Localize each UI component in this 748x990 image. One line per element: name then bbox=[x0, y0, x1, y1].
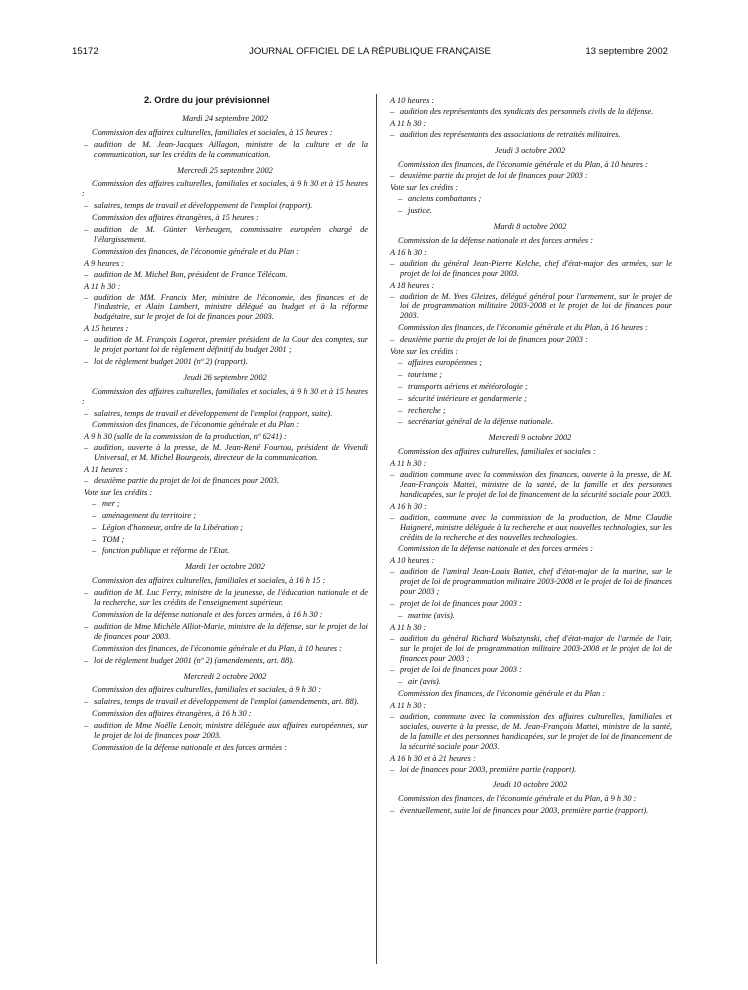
time-line: A 11 h 30 : bbox=[390, 459, 427, 469]
time-line: A 11 h 30 : bbox=[390, 701, 427, 711]
item-text: loi de règlement budget 2001 (nº 2) (amendements, art. 88). bbox=[94, 655, 295, 665]
dash-bullet: – bbox=[84, 655, 89, 665]
dash-bullet: – bbox=[84, 335, 89, 345]
commission-line: Commission des affaires culturelles, familiales et sociales, à 15 heures : bbox=[92, 127, 333, 137]
dash-bullet: – bbox=[398, 393, 403, 403]
item-text: audition, ouverte à la presse, de M. Jean-René Fourtou, président de Vivendi Universal, et M. Michel Bourgeois, directeur de la communication. bbox=[94, 443, 368, 463]
dash-bullet: – bbox=[92, 522, 97, 532]
sub-list-item bbox=[398, 194, 672, 204]
dash-bullet: – bbox=[398, 194, 403, 204]
item-text: audition de M. Jean-Jacques Aillagon, ministre de la culture et de la communication, sur les crédits de la communication. bbox=[94, 139, 368, 159]
column-divider bbox=[376, 94, 377, 964]
commission-line: Commission des affaires étrangères, à 15 heures : bbox=[92, 213, 259, 223]
dash-bullet: – bbox=[84, 697, 89, 707]
commission-line: Commission des affaires culturelles, familiales et sociales, à 16 h 15 : bbox=[92, 576, 326, 586]
item-text: sécurité intérieure et gendarmerie ; bbox=[408, 393, 527, 403]
item-text: audition de M. Michel Bon, président de France Télécom. bbox=[94, 269, 288, 279]
section-title: 2. Ordre du jour prévisionnel bbox=[144, 95, 270, 105]
sub-list-item bbox=[398, 406, 672, 416]
commission-line: Commission de la défense nationale et des forces armées : bbox=[92, 742, 288, 752]
time-line: A 16 h 30 : bbox=[390, 501, 427, 511]
day-heading: Jeudi 3 octobre 2002 bbox=[494, 145, 566, 155]
agenda-item bbox=[84, 201, 368, 211]
item-text: loi de règlement budget 2001 (nº 2) (rapport). bbox=[94, 356, 248, 366]
agenda-item bbox=[84, 225, 368, 245]
item-text: audition de Mme Michèle Alliot-Marie, ministre de la défense, sur le projet de loi de finances pour 2003. bbox=[94, 621, 368, 641]
item-text: TOM ; bbox=[102, 534, 125, 544]
agenda-item bbox=[390, 130, 672, 140]
day-heading: Mardi 1er octobre 2002 bbox=[185, 562, 265, 572]
item-text: audition de l'amiral Jean-Louis Battet, chef d'état-major de la marine, sur le projet de loi de programmation militaire 2003-2008 et le projet de loi de finances pour 2003 ; bbox=[400, 567, 672, 597]
agenda-item bbox=[390, 712, 672, 752]
day-heading: Jeudi 26 septembre 2002 bbox=[183, 372, 267, 382]
item-text: aménagement du territoire ; bbox=[102, 510, 197, 520]
item-text: audition du général Jean-Pierre Kelche, chef d'état-major des armées, sur le projet de loi de finances pour 2003. bbox=[400, 258, 672, 278]
agenda-item bbox=[84, 697, 368, 707]
dash-bullet: – bbox=[398, 357, 403, 367]
item-text: audition de M. François Logerot, premier président de la Cour des comptes, sur le projet portant loi de règlement définitif du budget 2001 ; bbox=[94, 335, 368, 355]
time-line: A 11 h 30 : bbox=[390, 622, 427, 632]
dash-bullet: – bbox=[92, 498, 97, 508]
commission-line: Commission des affaires culturelles, familiales et sociales, à 9 h 30 : bbox=[92, 685, 322, 695]
sub-list-item bbox=[398, 382, 672, 392]
time-line: A 11 heures : bbox=[84, 465, 128, 475]
right-column bbox=[388, 96, 672, 818]
time-line: A 9 heures : bbox=[84, 258, 125, 268]
agenda-item bbox=[390, 665, 672, 675]
dash-bullet: – bbox=[84, 588, 89, 598]
item-text: Légion d'honneur, ordre de la Libération ; bbox=[102, 522, 243, 532]
commission-line: Commission des finances, de l'économie générale et du Plan : bbox=[398, 689, 606, 699]
agenda-item bbox=[84, 656, 368, 666]
sub-list-item bbox=[92, 523, 368, 533]
sub-list-item bbox=[398, 206, 672, 216]
dash-bullet: – bbox=[84, 408, 89, 418]
item-text: affaires européennes ; bbox=[408, 357, 482, 367]
agenda-item bbox=[390, 292, 672, 322]
agenda-item bbox=[390, 765, 672, 775]
right-agenda bbox=[388, 96, 672, 816]
item-text: audition des représentants des syndicats des personnels civils de la défense. bbox=[400, 106, 654, 116]
dash-bullet: – bbox=[398, 405, 403, 415]
agenda-item bbox=[84, 335, 368, 355]
item-text: éventuellement, suite loi de finances pour 2003, première partie (rapport). bbox=[400, 806, 649, 816]
page-number: 15172 bbox=[72, 46, 99, 57]
dash-bullet: – bbox=[84, 269, 89, 279]
agenda-item bbox=[84, 622, 368, 642]
dash-bullet: – bbox=[84, 356, 89, 366]
commission-line: Commission des finances, de l'économie générale et du Plan : bbox=[92, 246, 300, 256]
day-heading: Mardi 24 septembre 2002 bbox=[182, 113, 268, 123]
dash-bullet: – bbox=[84, 225, 89, 235]
dash-bullet: – bbox=[390, 598, 395, 608]
item-text: audition de M. Luc Ferry, ministre de la jeunesse, de l'éducation nationale et de la recherche, sur les crédits de l'enseignement supérieur. bbox=[94, 588, 368, 608]
dash-bullet: – bbox=[84, 476, 89, 485]
item-text: anciens combattants ; bbox=[408, 194, 482, 204]
sub-list-item bbox=[92, 499, 368, 509]
item-text: audition du général Richard Wolsztynski, chef d'état-major de l'armée de l'air, sur le projet de loi de programmation militaire 2003-2008 et le projet de loi de finances pour 2003 ; bbox=[400, 633, 672, 663]
dash-bullet: – bbox=[390, 665, 395, 675]
dash-bullet: – bbox=[390, 335, 395, 345]
agenda-item bbox=[390, 470, 672, 500]
time-line: A 10 heures : bbox=[390, 556, 435, 566]
sub-list-item bbox=[92, 511, 368, 521]
agenda-item bbox=[390, 806, 672, 816]
dash-bullet: – bbox=[84, 201, 89, 211]
dash-bullet: – bbox=[84, 139, 89, 149]
item-text: audition de M. Yves Gleizes, délégué général pour l'armement, sur le projet de loi de programmation militaire 2003-2008 et le projet de loi de finances pour 2003. bbox=[400, 291, 672, 321]
dash-bullet: – bbox=[390, 470, 395, 480]
item-text: marine (avis). bbox=[408, 610, 455, 620]
dash-bullet: – bbox=[390, 171, 395, 181]
dash-bullet: – bbox=[398, 381, 403, 391]
sub-list-item bbox=[398, 370, 672, 380]
agenda-item bbox=[390, 259, 672, 279]
sub-list-item bbox=[398, 677, 672, 687]
dash-bullet: – bbox=[398, 677, 403, 687]
agenda-item bbox=[390, 171, 672, 181]
item-text: fonction publique et réforme de l'Etat. bbox=[102, 546, 230, 556]
agenda-item bbox=[84, 409, 368, 419]
sub-list-item bbox=[92, 546, 368, 556]
item-text: audition, commune avec la commission des affaires culturelles, familiales et sociales, ouverte à la presse, de M. Jean-François Mattei, ministre de la santé, de la famille et des personnes handicapées, sur le projet de loi de financement de la sécurité sociale pour 2003. bbox=[400, 712, 672, 751]
dash-bullet: – bbox=[84, 621, 89, 631]
day-heading: Mercredi 9 octobre 2002 bbox=[488, 433, 572, 443]
item-text: justice. bbox=[408, 206, 432, 216]
commission-line: Commission des finances, de l'économie générale et du Plan, à 9 h 30 : bbox=[398, 794, 637, 804]
item-text: loi de finances pour 2003, première partie (rapport). bbox=[400, 764, 577, 774]
agenda-item bbox=[390, 567, 672, 597]
agenda-item bbox=[84, 443, 368, 463]
agenda-item bbox=[84, 270, 368, 280]
dash-bullet: – bbox=[92, 546, 97, 556]
time-line: Vote sur les crédits : bbox=[390, 347, 459, 357]
time-line: Vote sur les crédits : bbox=[390, 183, 459, 193]
commission-line: Commission des finances, de l'économie générale et du Plan : bbox=[92, 420, 300, 430]
day-heading: Jeudi 10 octobre 2002 bbox=[492, 780, 568, 790]
dash-bullet: – bbox=[390, 291, 395, 301]
commission-line: Commission des affaires étrangères, à 16 h 30 : bbox=[92, 709, 252, 719]
commission-line: Commission des finances, de l'économie générale et du Plan, à 16 heures : bbox=[398, 323, 648, 333]
commission-line: Commission des affaires culturelles, familiales et sociales, à 9 h 30 et à 15 heures : bbox=[82, 386, 368, 406]
agenda-item bbox=[84, 721, 368, 741]
item-text: salaires, temps de travail et développement de l'emploi (rapport). bbox=[94, 201, 313, 211]
time-line: A 9 h 30 (salle de la commission de la production, nº 6241) : bbox=[84, 432, 287, 442]
item-text: deuxième partie du projet de loi de finances pour 2003 : bbox=[400, 171, 588, 181]
dash-bullet: – bbox=[92, 534, 97, 544]
item-text: tourisme ; bbox=[408, 369, 443, 379]
agenda-item bbox=[84, 357, 368, 367]
item-text: mer ; bbox=[102, 498, 120, 508]
agenda-item bbox=[84, 476, 368, 486]
dash-bullet: – bbox=[390, 129, 395, 139]
page-header bbox=[72, 46, 668, 60]
sub-list-item bbox=[398, 358, 672, 368]
item-text: audition des représentants des associations de retraités militaires. bbox=[400, 129, 621, 139]
dash-bullet: – bbox=[390, 712, 395, 722]
item-text: recherche ; bbox=[408, 405, 446, 415]
commission-line: Commission de la défense nationale et des forces armées : bbox=[398, 544, 594, 554]
time-line: A 16 h 30 : bbox=[390, 247, 427, 257]
dash-bullet: – bbox=[84, 292, 89, 302]
dash-bullet: – bbox=[390, 106, 395, 116]
agenda-item bbox=[390, 634, 672, 664]
item-text: audition commune avec la commission des finances, ouverte à la presse, de M. Jean-François Mattei, ministre de la santé, de la famille et des personnes handicapées, sur le projet de loi de financement de la sécurité sociale pour 2003. bbox=[400, 470, 672, 499]
dash-bullet: – bbox=[390, 764, 395, 774]
dash-bullet: – bbox=[398, 610, 403, 620]
time-line: A 10 heures : bbox=[390, 96, 435, 105]
dash-bullet: – bbox=[398, 417, 403, 427]
sub-list-item bbox=[398, 611, 672, 621]
agenda-item bbox=[84, 140, 368, 160]
dash-bullet: – bbox=[92, 510, 97, 520]
time-line: A 11 h 30 : bbox=[390, 118, 427, 128]
item-text: salaires, temps de travail et développement de l'emploi (rapport, suite). bbox=[94, 408, 333, 418]
commission-line: Commission de la défense nationale et des forces armées, à 16 h 30 : bbox=[92, 609, 323, 619]
item-text: secrétariat général de la défense nationale. bbox=[408, 417, 554, 427]
agenda-item bbox=[390, 335, 672, 345]
time-line: A 15 heures : bbox=[84, 324, 129, 334]
dash-bullet: – bbox=[398, 369, 403, 379]
dash-bullet: – bbox=[390, 512, 395, 522]
agenda-item bbox=[84, 293, 368, 323]
dash-bullet: – bbox=[84, 721, 89, 731]
agenda-item bbox=[84, 588, 368, 608]
item-text: salaires, temps de travail et développement de l'emploi (amendements, art. 88). bbox=[94, 697, 359, 707]
day-heading: Mercredi 2 octobre 2002 bbox=[183, 671, 267, 681]
item-text: audition de M. Günter Verheugen, commissaire européen chargé de l'élargissement. bbox=[94, 225, 368, 244]
left-column bbox=[82, 96, 368, 755]
issue-date: 13 septembre 2002 bbox=[585, 46, 668, 57]
commission-line: Commission des affaires culturelles, familiales et sociales, à 9 h 30 et à 15 heures : bbox=[82, 179, 368, 199]
dash-bullet: – bbox=[390, 567, 395, 577]
day-heading: Mercredi 25 septembre 2002 bbox=[177, 165, 273, 175]
day-heading: Mardi 8 octobre 2002 bbox=[493, 222, 567, 232]
sub-list-item bbox=[398, 417, 672, 427]
dash-bullet: – bbox=[390, 258, 395, 268]
dash-bullet: – bbox=[390, 633, 395, 643]
time-line: Vote sur les crédits : bbox=[84, 487, 153, 497]
dash-bullet: – bbox=[390, 806, 395, 816]
agenda-item bbox=[390, 107, 672, 117]
time-line: A 11 h 30 : bbox=[84, 281, 121, 291]
commission-line: Commission de la défense nationale et des forces armées : bbox=[398, 235, 594, 245]
commission-line: Commission des finances, de l'économie générale et du Plan, à 10 heures : bbox=[92, 643, 342, 653]
time-line: A 16 h 30 et à 21 heures : bbox=[390, 753, 476, 763]
item-text: deuxième partie du projet de loi de finances pour 2003. bbox=[94, 476, 280, 485]
left-agenda bbox=[82, 114, 368, 753]
dash-bullet: – bbox=[84, 443, 89, 453]
time-line: A 18 heures : bbox=[390, 280, 435, 290]
sub-list-item bbox=[398, 394, 672, 404]
item-text: audition, commune avec la commission de la production, de Mme Claudie Haigneré, ministre déléguée à la recherche et aux nouvelles technologies, sur les crédits de la recherche et des nouvelles technologies. bbox=[400, 512, 672, 542]
agenda-item bbox=[390, 599, 672, 609]
journal-title: JOURNAL OFFICIEL DE LA RÉPUBLIQUE FRANÇAISE bbox=[249, 46, 491, 57]
sub-list-item bbox=[92, 535, 368, 545]
agenda-item bbox=[390, 513, 672, 543]
item-text: air (avis). bbox=[408, 677, 441, 687]
item-text: transports aériens et météorologie ; bbox=[408, 381, 528, 391]
commission-line: Commission des finances, de l'économie générale et du Plan, à 10 heures : bbox=[398, 159, 648, 169]
item-text: projet de loi de finances pour 2003 : bbox=[400, 598, 522, 608]
commission-line: Commission des affaires culturelles, familiales et sociales : bbox=[398, 447, 596, 457]
item-text: audition de Mme Noëlle Lenoir, ministre déléguée aux affaires européennes, sur le projet de loi de finances pour 2003. bbox=[94, 721, 368, 741]
item-text: projet de loi de finances pour 2003 : bbox=[400, 665, 522, 675]
item-text: deuxième partie du projet de loi de finances pour 2003 : bbox=[400, 335, 588, 345]
item-text: audition de MM. Francis Mer, ministre de l'économie, des finances et de l'industrie, et Alain Lambert, ministre délégué au budget et à la réforme budgétaire, sur le projet de loi de finances pour 2003. bbox=[94, 292, 368, 322]
dash-bullet: – bbox=[398, 206, 403, 216]
